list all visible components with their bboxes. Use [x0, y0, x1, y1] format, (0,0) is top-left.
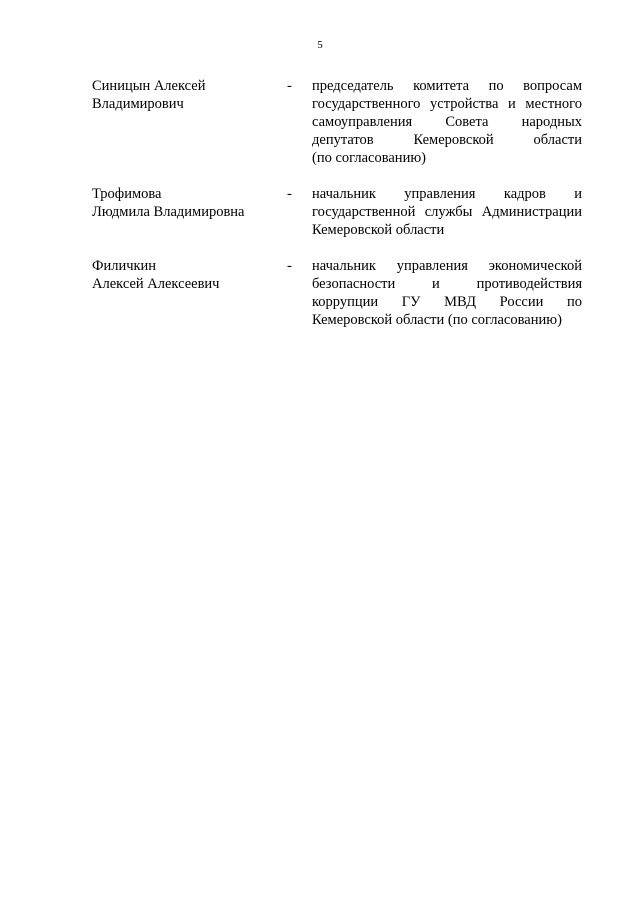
position-line: Кемеровской области: [312, 222, 445, 238]
position-line: самоуправления Совета народных: [312, 114, 582, 130]
position-line: начальник управления кадров и: [312, 186, 582, 202]
separator-dash: -: [287, 78, 292, 94]
member-name-line: Трофимова: [92, 186, 162, 202]
member-name-line: Филичкин: [92, 258, 157, 274]
position-line: председатель комитета по вопросам: [312, 78, 582, 94]
position-line: (по согласованию): [312, 150, 426, 166]
position-line: Кемеровской области (по согласованию): [312, 312, 562, 328]
position-line: начальник управления экономической: [312, 258, 582, 274]
member-name-line: Синицын Алексей: [92, 78, 206, 94]
member-name: [92, 185, 287, 221]
position-line: государственного устройства и местного: [312, 96, 582, 112]
member-entry: [92, 185, 582, 239]
member-position: [312, 185, 582, 239]
member-position: [312, 77, 582, 167]
member-list: [92, 77, 582, 329]
member-name: [92, 257, 287, 293]
member-position: [312, 257, 582, 329]
separator-dash: -: [287, 258, 292, 274]
position-line: коррупции ГУ МВД России по: [312, 294, 582, 310]
position-line: безопасности и противодействия: [312, 276, 582, 292]
member-entry: [92, 77, 582, 167]
member-name-line: Людмила Владимировна: [92, 204, 245, 220]
member-name-line: Алексей Алексеевич: [92, 276, 220, 292]
member-name: [92, 77, 287, 113]
position-line: депутатов Кемеровской области: [312, 132, 582, 148]
position-line: государственной службы Администрации: [312, 204, 582, 220]
separator-dash: -: [287, 186, 292, 202]
member-name-line: Владимирович: [92, 96, 184, 112]
page-number: 5: [317, 39, 323, 51]
member-entry: [92, 257, 582, 329]
